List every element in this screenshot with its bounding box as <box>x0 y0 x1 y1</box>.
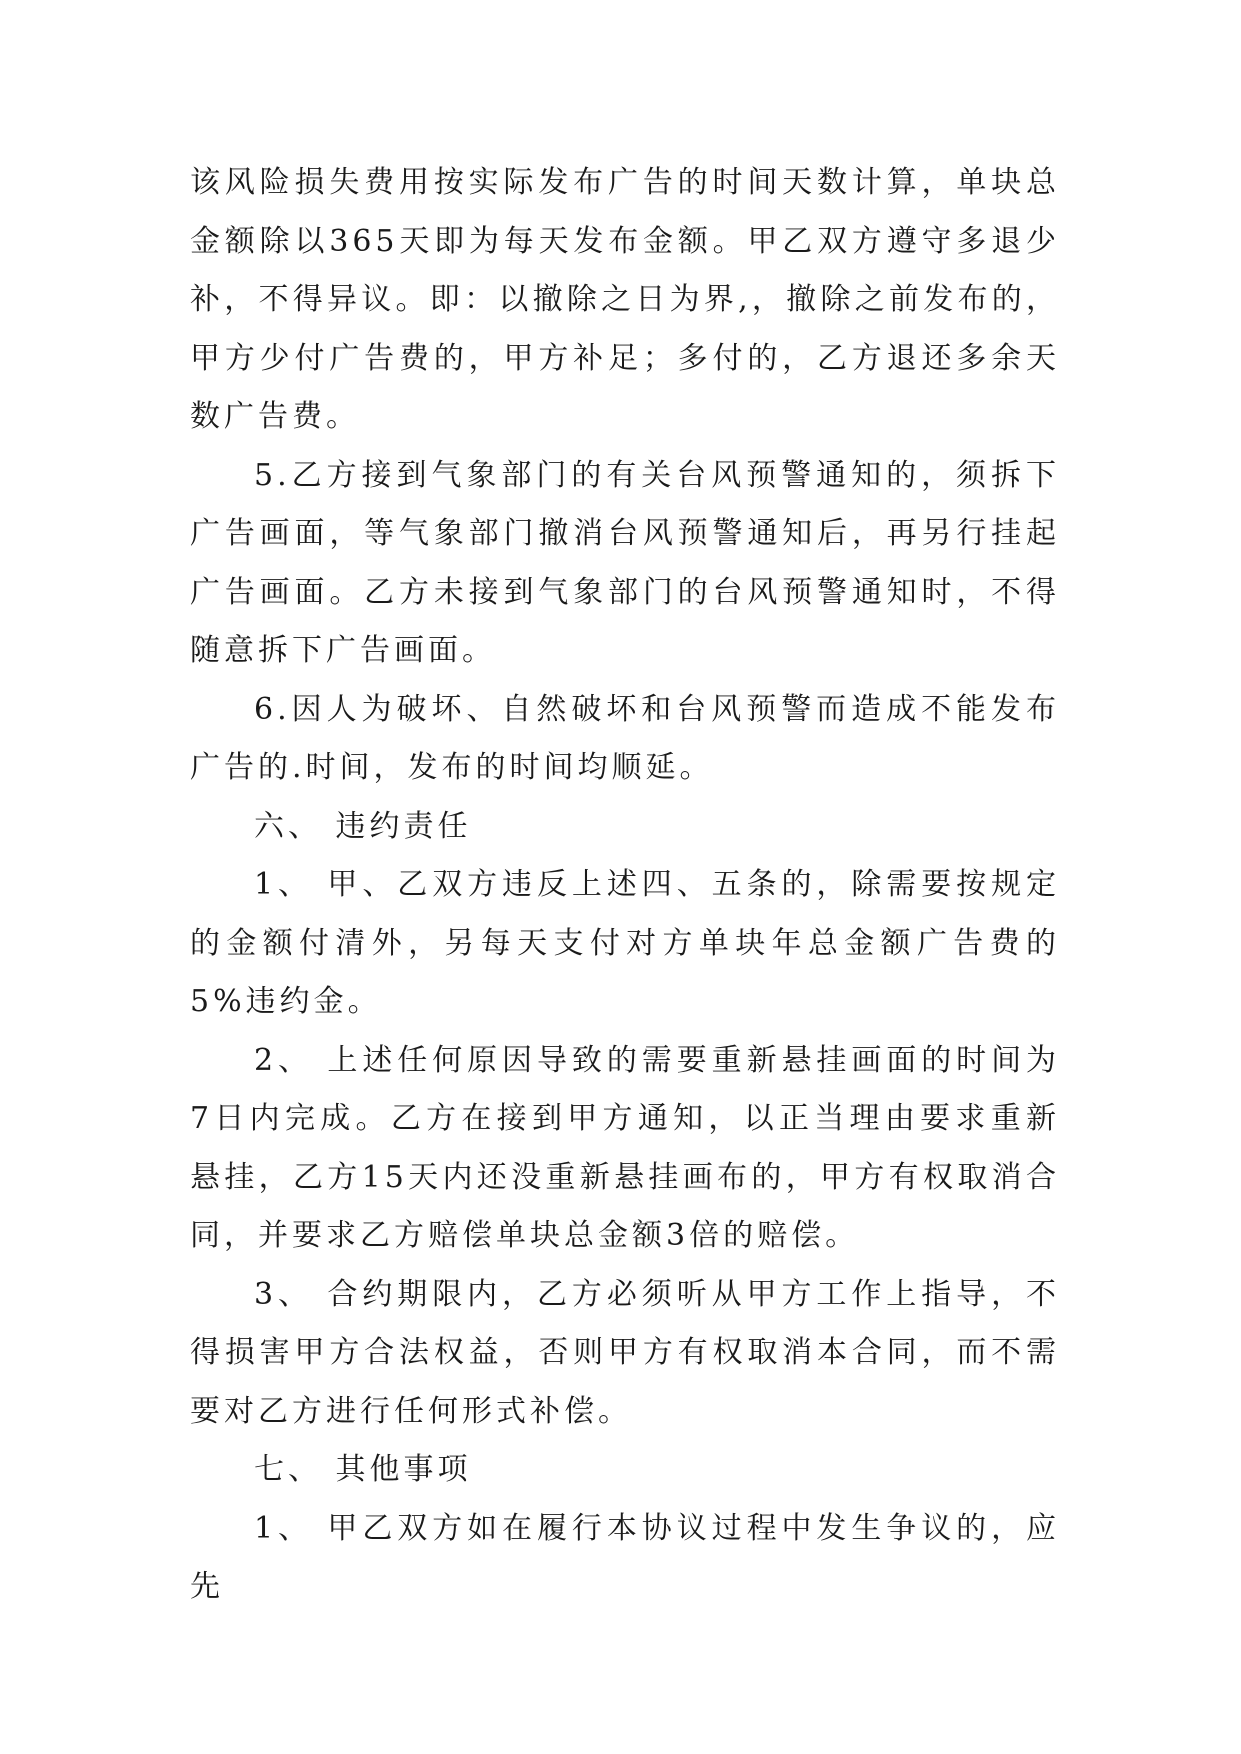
document-body <box>190 154 1060 1617</box>
paragraph-item-5: 5.乙方接到气象部门的有关台风预警通知的，须拆下广告画面，等气象部门撤消台风预警通知后，再另行挂起广告画面。乙方未接到气象部门的台风预警通知时，不得随意拆下广告画面。 <box>190 457 1060 668</box>
paragraph-breach-2: 2、 上述任何原因导致的需要重新悬挂画面的时间为7日内完成。乙方在接到甲方通知，以正当理由要求重新悬挂，乙方15天内还没重新悬挂画布的，甲方有权取消合同，并要求乙方赔偿单块总金额3倍的赔偿。 <box>190 1042 1060 1253</box>
paragraph-other-1: 1、 甲乙双方如在履行本协议过程中发生争议的，应先 <box>190 1510 1060 1604</box>
section-heading-breach-liability: 六、 违约责任 <box>254 808 472 844</box>
paragraph-risk-fee: 该风险损失费用按实际发布广告的时间天数计算，单块总金额除以365天即为每天发布金额。甲乙双方遵守多退少补，不得异议。即：以撤除之日为界,，撤除之前发布的，甲方少付广告费的，甲方补足；多付的，乙方退还多余天数广告费。 <box>190 165 1060 434</box>
paragraph-breach-1: 1、 甲、乙双方违反上述四、五条的，除需要按规定的金额付清外，另每天支付对方单块年总金额广告费的5%违约金。 <box>190 867 1060 1019</box>
section-heading-other-matters: 七、 其他事项 <box>254 1452 472 1487</box>
paragraph-item-6: 6.因人为破坏、自然破坏和台风预警而造成不能发布广告的.时间，发布的时间均顺延。 <box>190 691 1060 785</box>
paragraph-breach-3: 3、 合约期限内，乙方必须听从甲方工作上指导，不得损害甲方合法权益，否则甲方有权取消本合同，而不需要对乙方进行任何形式补偿。 <box>190 1276 1060 1429</box>
